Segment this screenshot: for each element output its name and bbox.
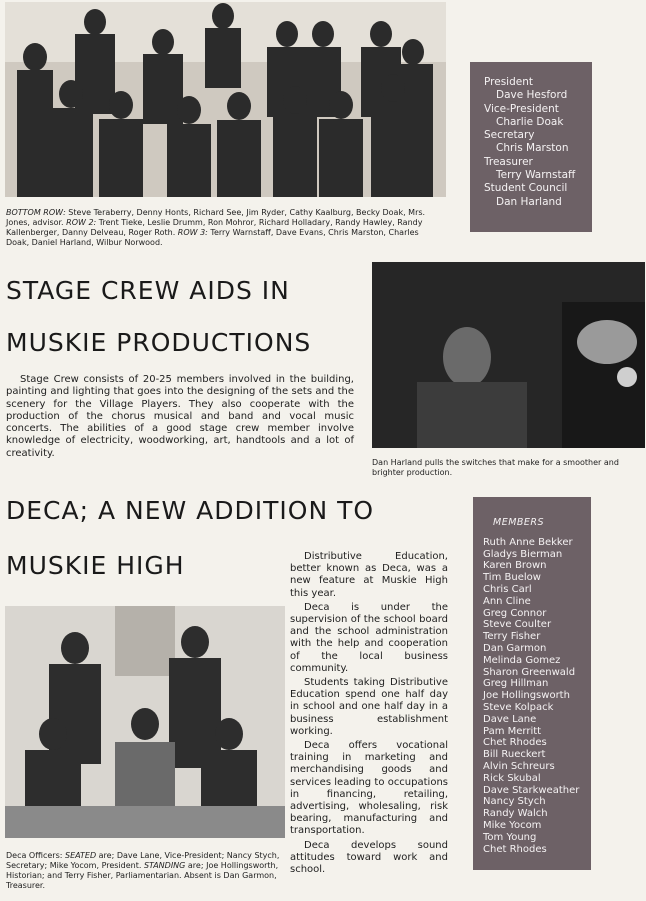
member-name: Dan Garmon (483, 642, 547, 654)
members-title: MEMBERS (493, 517, 545, 528)
group-photo-caption (6, 208, 444, 248)
paragraph: Distributive Education, better known as Deca, was a new feature at Muskie High this year. (290, 551, 448, 599)
member-name: Joe Hollingsworth (483, 690, 570, 702)
member-name: Melinda Gomez (483, 654, 561, 666)
stage-crew-body (6, 374, 354, 462)
member-name: Chris Carl (483, 583, 532, 595)
caption-text: Deca Officers: (6, 851, 65, 860)
paragraph: Deca offers vocational training in marketing and merchandising goods and services leading to occupations in financing, retailing, advertising, wholesaling, risk bearing, manufacturing and transportation. (290, 740, 448, 837)
caption-text: are; Joe Hollingsworth, Historian; and Terry Fisher, Parliamentarian. Absent is Dan Garmon, Treasurer. (6, 861, 279, 890)
member-name: Mike Yocom (483, 819, 542, 831)
member-name: Karen Brown (483, 560, 547, 572)
member-name: Greg Connor (483, 607, 547, 619)
stage-crew-heading-line1: STAGE CREW AIDS IN (6, 276, 290, 305)
member-name: Pam Merritt (483, 725, 542, 737)
member-name: Sharon Greenwald (483, 666, 576, 678)
deca-officers-photo (5, 606, 285, 838)
member-name: Randy Walch (483, 808, 548, 820)
member-name: Tim Buelow (483, 572, 541, 584)
member-name: Chet Rhodes (483, 843, 547, 855)
paragraph: Students taking Distributive Education spend one half day in school and one half day in a business establishment working. (290, 677, 448, 737)
caption-row-label: ROW 2: (66, 218, 97, 227)
deca-body (290, 551, 448, 878)
caption-row-label: BOTTOM ROW: (6, 208, 66, 217)
stage-crew-photo (372, 262, 645, 448)
caption-label: STANDING (143, 861, 186, 870)
officer-name: Chris Marston (496, 142, 569, 155)
member-name: Alvin Schreurs (483, 760, 555, 772)
officer-role: Student Council (484, 182, 568, 195)
officer-name: Dave Hesford (496, 89, 568, 102)
member-name: Nancy Stych (483, 796, 546, 808)
group-photo (5, 2, 446, 197)
member-name: Dave Starkweather (483, 784, 580, 796)
officers-panel (470, 62, 592, 232)
member-name: Ann Cline (483, 595, 531, 607)
officer-role: Vice-President (484, 102, 559, 115)
caption-row-label: ROW 3: (177, 228, 208, 237)
member-name: Terry Fisher (483, 631, 541, 643)
stage-crew-photo-caption: Dan Harland pulls the switches that make for a smoother and brighter production. (372, 458, 619, 477)
member-name: Tom Young (483, 831, 537, 843)
member-name: Dave Lane (483, 713, 537, 725)
officer-name: Terry Warnstaff (496, 169, 576, 182)
stage-crew-heading-line2: MUSKIE PRODUCTIONS (6, 328, 312, 357)
officer-role: Treasurer (484, 155, 533, 168)
member-name: Steve Kolpack (483, 701, 554, 713)
member-name: Chet Rhodes (483, 737, 547, 749)
members-panel (473, 497, 591, 870)
deca-photo-caption (6, 851, 284, 891)
paragraph: Stage Crew consists of 20-25 members involved in the building, painting and lighting that goes into the designing of the sets and the scenery for the Village Players. They also cooperate with the production of the chorus musical and band and vocal music concerts. The abilities of a good stage crew member involve knowledge of electricity, woodworking, art, handtools and a lot of creativity. (6, 374, 354, 459)
paragraph: Deca develops sound attitudes toward work and school. (290, 839, 448, 876)
paragraph: Deca is under the supervision of the school board and the school administration with the help and cooperation of the local business community. (290, 601, 448, 674)
officer-name: Dan Harland (496, 195, 562, 208)
caption-text: Terry Warnstaff, Dave Evans, Chris Marston, Charles Doak, Daniel Harland, Wilbur Norwood. (6, 228, 419, 247)
member-name: Steve Coulter (483, 619, 552, 631)
member-name: Rick Skubal (483, 772, 541, 784)
deca-heading-line1: DECA; A NEW ADDITION TO (6, 496, 375, 525)
officer-name: Charlie Doak (496, 115, 564, 128)
member-name: Bill Rueckert (483, 749, 546, 761)
member-name: Greg Hillman (483, 678, 549, 690)
member-name: Ruth Anne Bekker (483, 536, 573, 548)
officer-role: President (484, 76, 533, 88)
caption-text: Steve Teraberry, Denny Honts, Richard See, Jim Ryder, Cathy Kaalburg, Becky Doak, Mrs. Jones, advisor. (6, 208, 426, 227)
caption-label: SEATED (64, 851, 97, 860)
deca-heading-line2: MUSKIE HIGH (6, 551, 185, 580)
caption-text: Trent Tieke, Leslie Drumm, Ron Mohror, Richard Holladary, Randy Hawley, Randy Kallenberger, Danny Delveau, Roger Roth. (6, 218, 423, 237)
member-name: Gladys Bierman (483, 548, 563, 560)
officer-role: Secretary (484, 129, 535, 142)
caption-text: are; Dave Lane, Vice-President; Nancy Stych, Secretary; Mike Yocom, President. (6, 851, 280, 870)
